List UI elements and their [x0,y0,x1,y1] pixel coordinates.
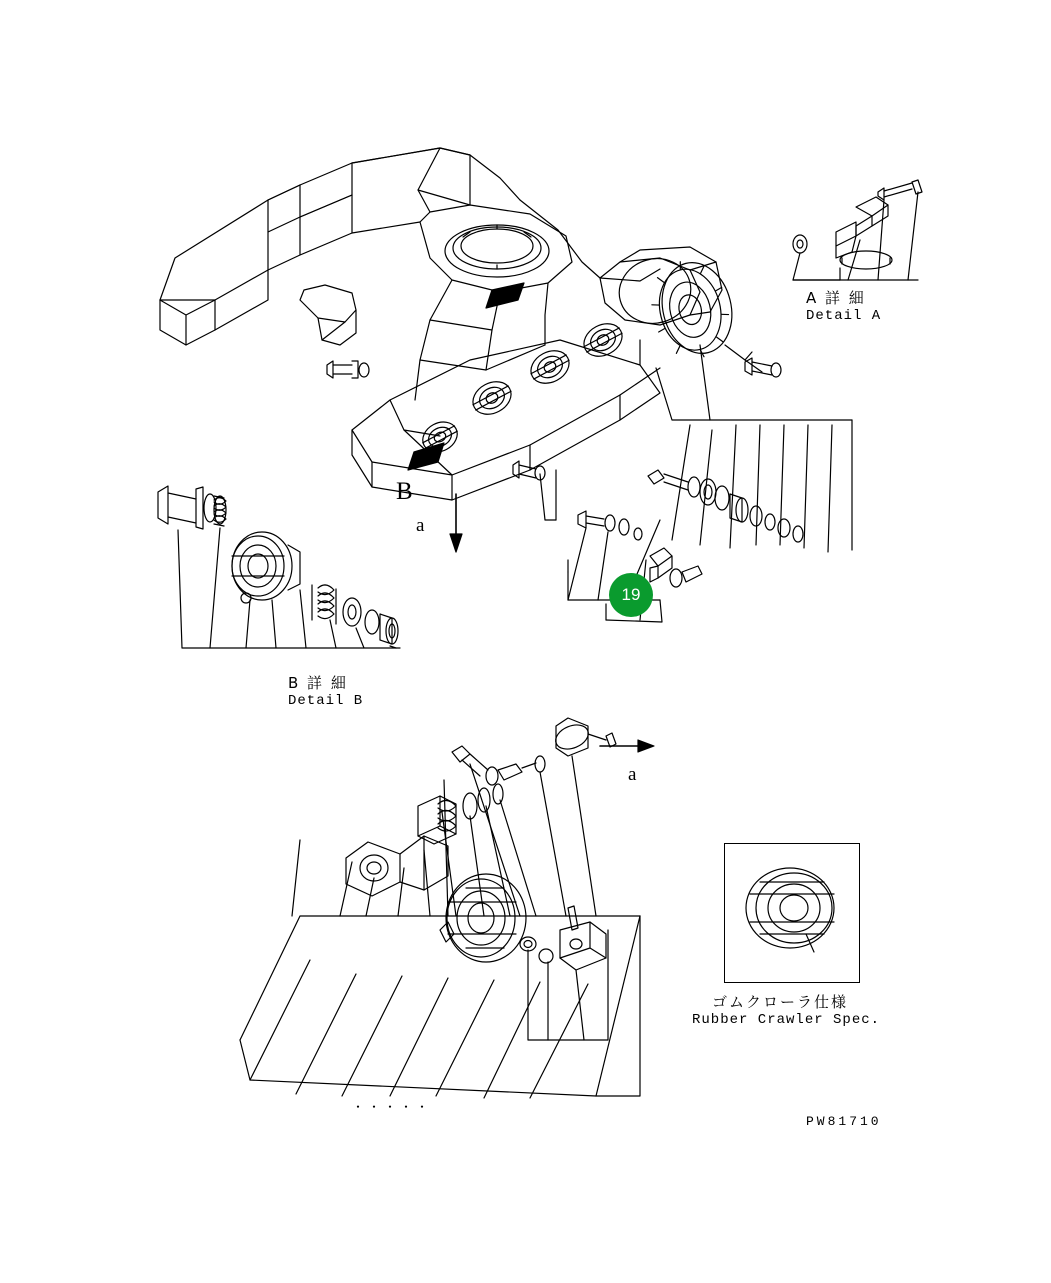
section-marker-b: B [396,478,413,505]
detail-b-label-jp: B 詳 細 [288,674,348,692]
rubber-crawler-label-jp: ゴムクローラ仕様 [712,993,849,1011]
callout-19[interactable]: 19 [609,573,653,617]
detail-a-label-en: Detail A [806,308,882,324]
drawing-number: PW81710 [806,1114,882,1129]
rubber-crawler-box [724,843,860,983]
section-marker-a-right: a [628,764,637,785]
section-marker-a-left: a [416,515,425,536]
dotted-annotation: ・・・・・ [352,1101,433,1115]
detail-a-label-jp: A 詳 細 [806,289,866,307]
detail-b-label-en: Detail B [288,693,364,709]
rubber-crawler-label-en: Rubber Crawler Spec. [692,1012,881,1028]
